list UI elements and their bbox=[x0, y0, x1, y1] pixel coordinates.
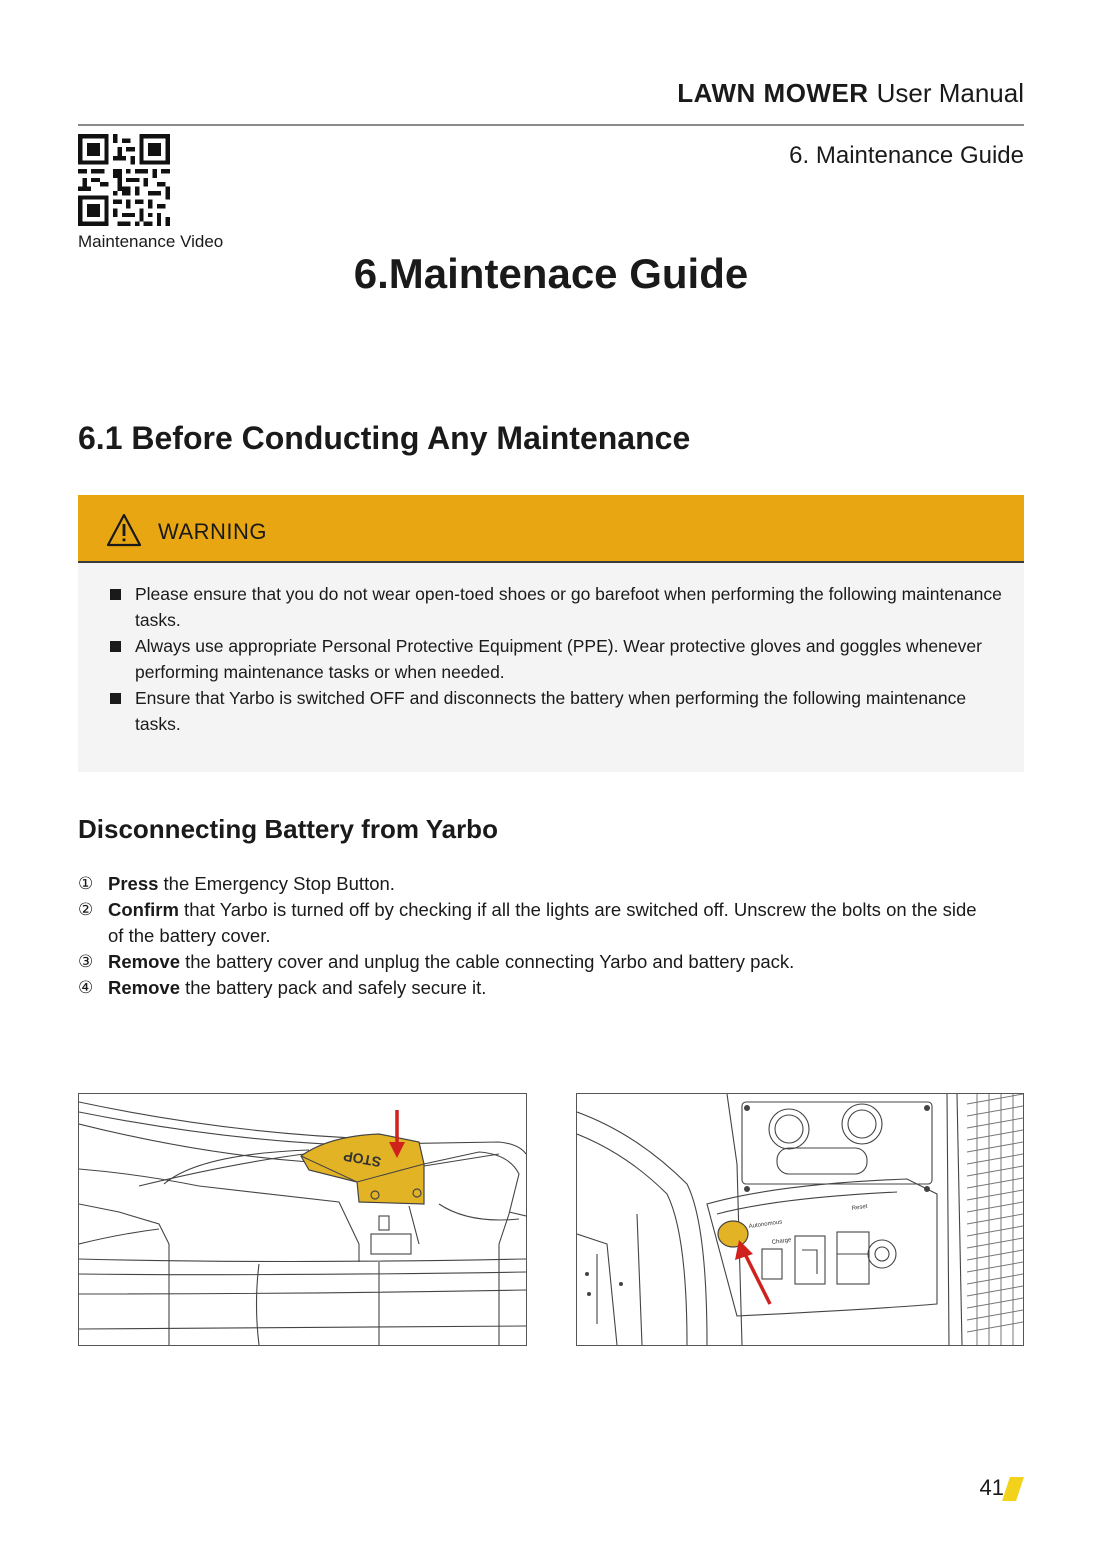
step-text: the battery cover and unplug the cable connecting Yarbo and battery pack. bbox=[179, 951, 795, 972]
warning-item: Always use appropriate Personal Protective Equipment (PPE). Wear protective gloves and goggles whenever performing maintenance tasks or when needed. bbox=[108, 633, 1008, 685]
reset-button-highlight bbox=[718, 1221, 748, 1247]
step-number: ③ bbox=[78, 952, 94, 971]
warning-item: Ensure that Yarbo is switched OFF and disconnects the battery when performing the following maintenance tasks. bbox=[108, 685, 1008, 737]
page-number: 41 bbox=[979, 1475, 1004, 1500]
steps-list bbox=[78, 871, 978, 1001]
warning-header bbox=[78, 495, 1024, 563]
qr-caption: Maintenance Video bbox=[78, 232, 224, 251]
panel-label-reset: Reset bbox=[851, 1203, 868, 1212]
step-item bbox=[78, 871, 978, 897]
panel-label-autonomous: Autonomous bbox=[748, 1219, 783, 1230]
manual-header bbox=[677, 78, 1024, 109]
product-name: LAWN MOWER bbox=[677, 78, 869, 108]
battery-panel-illustration bbox=[577, 1094, 1023, 1345]
manual-label: User Manual bbox=[876, 78, 1024, 108]
page-title: 6.Maintenace Guide bbox=[353, 250, 749, 297]
stop-button-label: STOP bbox=[342, 1148, 383, 1171]
warning-box bbox=[78, 495, 1024, 772]
warning-item: Please ensure that you do not wear open-toed shoes or go barefoot when performing the following maintenance tasks. bbox=[108, 581, 1008, 633]
step-item bbox=[78, 949, 978, 975]
step-verb: Confirm bbox=[108, 899, 179, 920]
step-number: ④ bbox=[78, 978, 94, 997]
subsection-heading: Disconnecting Battery from Yarbo bbox=[78, 814, 498, 844]
step-text: the Emergency Stop Button. bbox=[158, 873, 395, 894]
bullet-square-icon bbox=[110, 693, 121, 704]
step-verb: Remove bbox=[108, 951, 180, 972]
bullet-square-icon bbox=[110, 641, 121, 652]
step-verb: Press bbox=[108, 873, 159, 894]
warning-label: WARNING bbox=[158, 519, 268, 544]
step-text: the battery pack and safely secure it. bbox=[179, 977, 487, 998]
figure-emergency-stop bbox=[78, 1093, 527, 1346]
panel-label-charge: Charge bbox=[771, 1237, 792, 1246]
step-item bbox=[78, 897, 978, 949]
section-heading: 6.1 Before Conducting Any Maintenance bbox=[78, 420, 691, 456]
warning-list bbox=[108, 581, 1008, 737]
page-accent-mark bbox=[1002, 1477, 1024, 1501]
qr-code[interactable] bbox=[78, 134, 170, 226]
step-verb: Remove bbox=[108, 977, 180, 998]
step-text: that Yarbo is turned off by checking if all the lights are switched off. Unscrew the bolts on the side of the battery cover. bbox=[108, 899, 977, 946]
step-item bbox=[78, 975, 978, 1001]
step-number: ① bbox=[78, 874, 94, 893]
figure-battery-panel bbox=[576, 1093, 1024, 1346]
step-number: ② bbox=[78, 900, 94, 919]
bullet-square-icon bbox=[110, 589, 121, 600]
header-divider bbox=[78, 124, 1024, 126]
emergency-stop-illustration bbox=[79, 1094, 526, 1345]
chapter-label: 6. Maintenance Guide bbox=[789, 142, 1024, 169]
warning-triangle-icon bbox=[106, 513, 142, 547]
